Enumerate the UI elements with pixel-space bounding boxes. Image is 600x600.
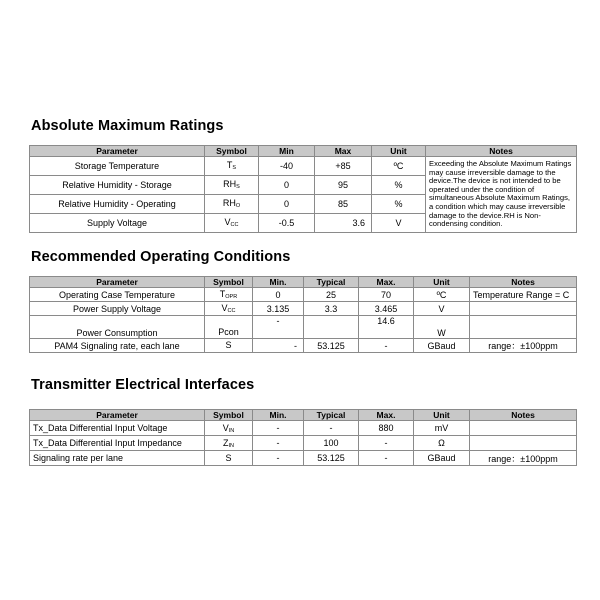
notes-cell	[470, 421, 577, 436]
col-header: Parameter	[30, 410, 205, 421]
col-header: Notes	[470, 277, 577, 288]
col-header: Max	[315, 146, 372, 157]
col-header: Parameter	[30, 277, 205, 288]
typ-cell: 100	[304, 436, 359, 451]
table-header-row	[30, 277, 577, 288]
max-cell: 14.6	[359, 316, 414, 339]
col-header: Symbol	[205, 277, 253, 288]
col-header: Min.	[253, 410, 304, 421]
parameter-cell: Tx_Data Differential Input Impedance	[30, 436, 205, 451]
col-header: Max.	[359, 277, 414, 288]
unit-cell: W	[414, 316, 470, 339]
typ-cell: 53.125	[304, 339, 359, 353]
table-header-row	[30, 146, 577, 157]
col-header: Typical	[304, 277, 359, 288]
parameter-cell: Power Consumption	[30, 316, 205, 339]
table-row	[30, 157, 577, 176]
col-header: Unit	[414, 410, 470, 421]
notes-cell: Temperature Range = C	[470, 288, 577, 302]
max-cell: -	[359, 436, 414, 451]
col-header: Notes	[426, 146, 577, 157]
col-header: Notes	[470, 410, 577, 421]
min-cell: 0	[253, 288, 304, 302]
symbol-cell: $RH_S$	[205, 175, 259, 194]
unit-cell: V	[414, 302, 470, 316]
parameter-cell: Tx_Data Differential Input Voltage	[30, 421, 205, 436]
symbol-cell: $V_{IN}$	[205, 421, 253, 436]
parameter-cell: Supply Voltage	[30, 213, 205, 232]
tx-title: Transmitter Electrical Interfaces	[31, 377, 255, 393]
parameter-cell: Storage Temperature	[30, 157, 205, 176]
typ-cell: -	[304, 421, 359, 436]
max-cell: 70	[359, 288, 414, 302]
col-header: Unit	[372, 146, 426, 157]
parameter-cell: Power Supply Voltage	[30, 302, 205, 316]
typ-cell: 25	[304, 288, 359, 302]
typ-cell	[304, 316, 359, 339]
unit-cell: V	[372, 213, 426, 232]
table-row	[30, 316, 577, 339]
parameter-cell: Signaling rate per lane	[30, 451, 205, 466]
min-cell: -40	[259, 157, 315, 176]
parameter-cell: Relative Humidity - Storage	[30, 175, 205, 194]
symbol-cell: S	[205, 339, 253, 353]
min-cell: -0.5	[259, 213, 315, 232]
col-header: Max.	[359, 410, 414, 421]
parameter-cell: PAM4 Signaling rate, each lane	[30, 339, 205, 353]
max-cell: 95	[315, 175, 372, 194]
max-cell: -	[359, 451, 414, 466]
parameter-cell: Operating Case Temperature	[30, 288, 205, 302]
symbol-cell: $RH_O$	[205, 194, 259, 213]
symbol-cell: $Z_{IN}$	[205, 436, 253, 451]
min-cell: -	[253, 339, 304, 353]
abs-max-title: Absolute Maximum Ratings	[31, 118, 224, 134]
notes-cell	[470, 436, 577, 451]
col-header: Min.	[253, 277, 304, 288]
min-cell: -	[253, 436, 304, 451]
typ-cell: 53.125	[304, 451, 359, 466]
notes-cell	[470, 302, 577, 316]
min-cell: -	[253, 451, 304, 466]
table-header-row	[30, 410, 577, 421]
max-cell: 880	[359, 421, 414, 436]
table-row	[30, 302, 577, 316]
min-cell: 0	[259, 194, 315, 213]
col-header: Parameter	[30, 146, 205, 157]
table-row	[30, 436, 577, 451]
unit-cell: ºC	[414, 288, 470, 302]
tx-table	[29, 409, 577, 466]
table-row	[30, 339, 577, 353]
max-cell: 85	[315, 194, 372, 213]
table-row	[30, 451, 577, 466]
min-cell: -	[253, 421, 304, 436]
rec-op-table	[29, 276, 577, 353]
parameter-cell: Relative Humidity - Operating	[30, 194, 205, 213]
notes-cell	[470, 316, 577, 339]
table-row	[30, 421, 577, 436]
unit-cell: Ω	[414, 436, 470, 451]
min-cell: 0	[259, 175, 315, 194]
unit-cell: GBaud	[414, 339, 470, 353]
symbol-cell: $V_{CC}$	[205, 213, 259, 232]
typ-cell: 3.3	[304, 302, 359, 316]
abs-max-table	[29, 145, 577, 233]
min-cell: -	[253, 316, 304, 339]
unit-cell: mV	[414, 421, 470, 436]
symbol-cell: $V_{CC}$	[205, 302, 253, 316]
notes-cell: range：±100ppm	[470, 451, 577, 466]
max-cell: 3.6	[315, 213, 372, 232]
col-header: Unit	[414, 277, 470, 288]
col-header: Symbol	[205, 146, 259, 157]
symbol-cell: Pcon	[205, 316, 253, 339]
symbol-cell: $T_S$	[205, 157, 259, 176]
unit-cell: GBaud	[414, 451, 470, 466]
table-row	[30, 288, 577, 302]
max-cell: 3.465	[359, 302, 414, 316]
notes-cell: Exceeding the Absolute Maximum Ratings may cause irreversible damage to the device.The device is not intended to be operated under the condition of simultaneous Absolute Maximum Ratings, a condition which may cause irreversible damage to the device.RH is Non-condensing condition.	[426, 157, 577, 233]
symbol-cell: S	[205, 451, 253, 466]
min-cell: 3.135	[253, 302, 304, 316]
unit-cell: %	[372, 194, 426, 213]
col-header: Typical	[304, 410, 359, 421]
col-header: Min	[259, 146, 315, 157]
notes-cell: range：±100ppm	[470, 339, 577, 353]
rec-op-title: Recommended Operating Conditions	[31, 249, 291, 265]
col-header: Symbol	[205, 410, 253, 421]
unit-cell: ºC	[372, 157, 426, 176]
symbol-cell: $T_{OPR}$	[205, 288, 253, 302]
max-cell: -	[359, 339, 414, 353]
max-cell: +85	[315, 157, 372, 176]
unit-cell: %	[372, 175, 426, 194]
